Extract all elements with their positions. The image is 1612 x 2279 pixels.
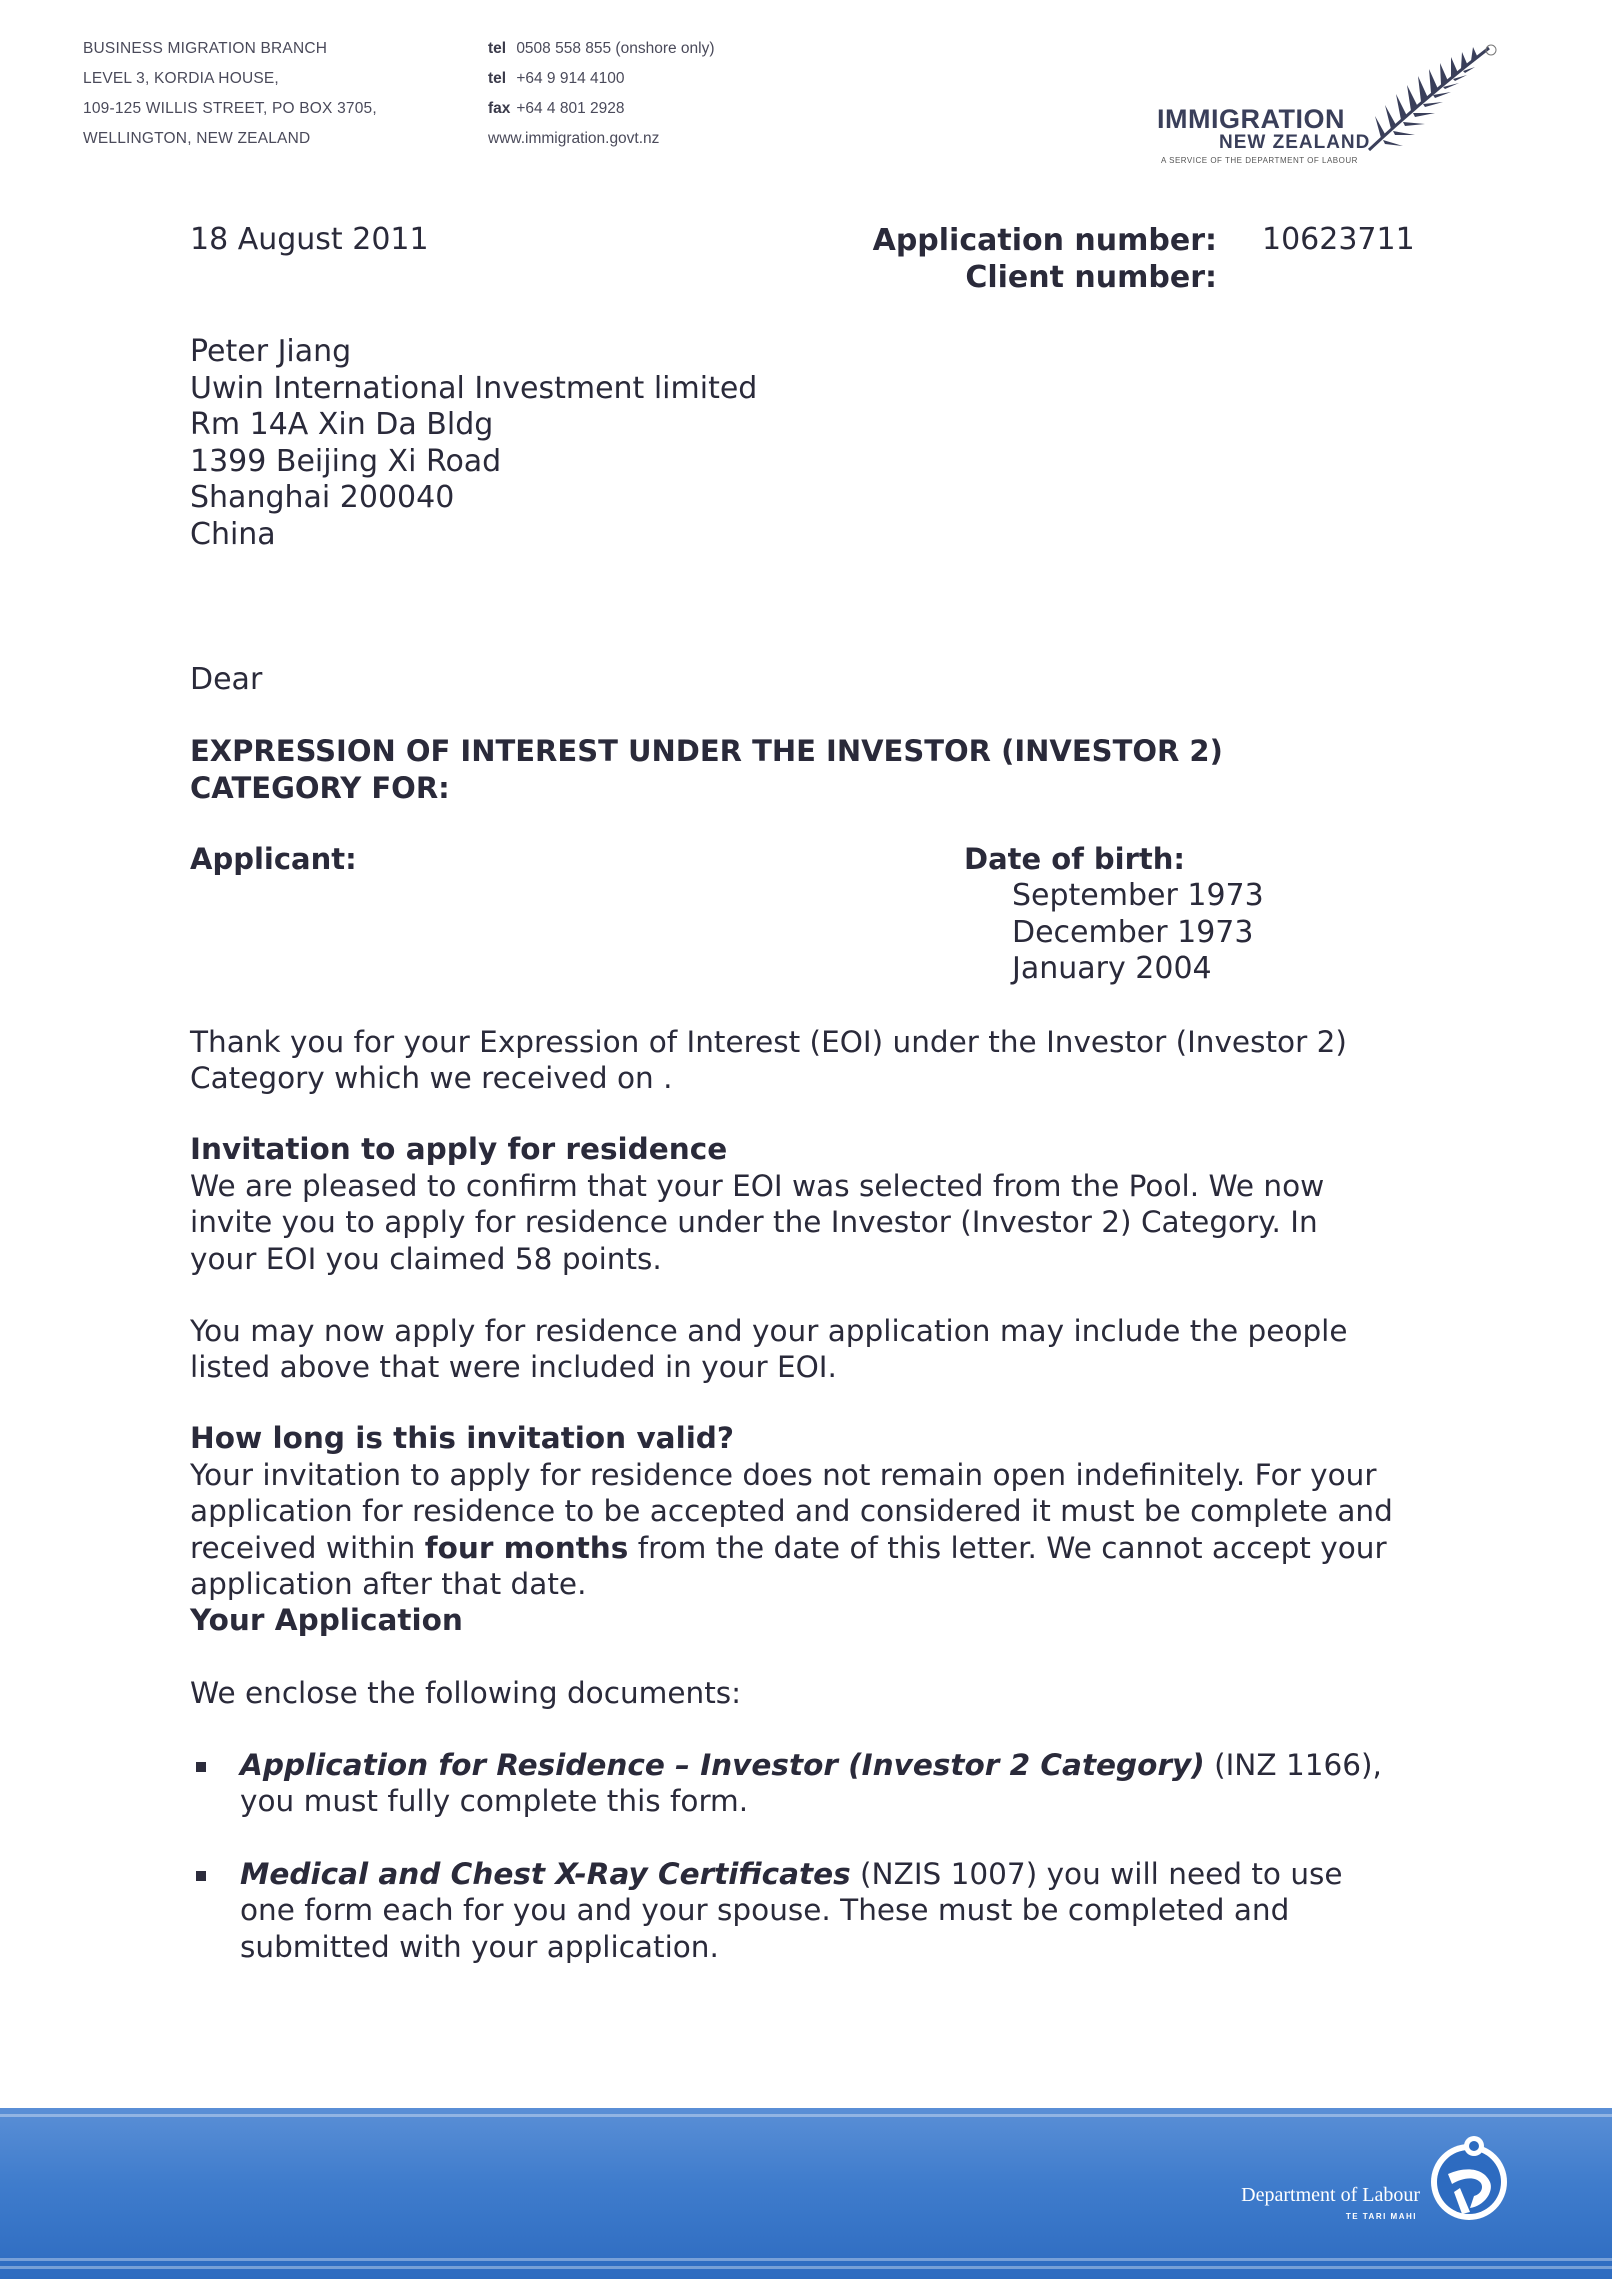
- bullet-line: [240, 1747, 1460, 1783]
- application-number-label: Application number:: [872, 223, 1217, 258]
- logo-tagline: A SERVICE OF THE DEPARTMENT OF LABOUR: [1161, 156, 1358, 165]
- bullet-line: one form each for you and your spouse. These must be completed and: [240, 1893, 1290, 1928]
- branch-line: 109-125 WILLIS STREET, PO BOX 3705,: [83, 100, 377, 117]
- logo-subtitle: NEW ZEALAND: [1219, 132, 1371, 153]
- intro-line: Thank you for your Expression of Interest (EOI) under the Investor (Investor 2): [190, 1025, 1347, 1059]
- dob-value: December 1973: [1012, 914, 1254, 950]
- validity-heading: How long is this invitation valid?: [190, 1421, 735, 1455]
- contact-value: +64 4 801 2928: [516, 100, 625, 117]
- validity-paragraph: [190, 1457, 1450, 1602]
- bullet-icon: [196, 1871, 206, 1881]
- four-months-emphasis: four months: [424, 1530, 629, 1565]
- bullet-line: you must fully complete this form.: [240, 1784, 749, 1819]
- your-application-heading: Your Application: [190, 1603, 463, 1637]
- address-line: Shanghai 200040: [190, 480, 455, 515]
- branch-address: [83, 34, 377, 154]
- intro-line: Category which we received on .: [190, 1061, 673, 1096]
- fern-icon: [1361, 40, 1501, 155]
- department-maori-name: TE TARI MAHI: [1345, 2212, 1417, 2221]
- address-line: China: [190, 516, 276, 552]
- application-number-value: 10623711: [1262, 222, 1415, 257]
- branch-line: WELLINGTON, NEW ZEALAND: [83, 130, 311, 147]
- dob-values: [1012, 878, 1264, 988]
- document-bullet: [240, 1747, 1460, 1820]
- contact-label: fax: [488, 100, 511, 117]
- client-number-label: Client number:: [965, 260, 1217, 295]
- document-title: Medical and Chest X-Ray Certificates: [240, 1857, 851, 1891]
- document-bullet: [240, 1856, 1460, 1965]
- document-title: Application for Residence – Investor (Investor 2 Category): [240, 1748, 1205, 1782]
- salutation: Dear: [190, 662, 263, 697]
- enclose-line: We enclose the following documents:: [190, 1676, 742, 1710]
- applicant-label: Applicant:: [190, 842, 357, 876]
- invitation-paragraph: [190, 1168, 1450, 1277]
- validity-line: [190, 1530, 1450, 1566]
- contact-row: [488, 34, 715, 64]
- address-line: Peter Jiang: [190, 334, 352, 369]
- address-line: 1399 Beijing Xi Road: [190, 443, 502, 479]
- bullet-line: [240, 1856, 1460, 1892]
- dob-label: Date of birth:: [964, 842, 1186, 876]
- invitation-heading: Invitation to apply for residence: [190, 1132, 728, 1166]
- website-link[interactable]: www.immigration.govt.nz: [488, 130, 660, 147]
- document-code: (INZ 1166),: [1204, 1748, 1382, 1782]
- apply-paragraph: [190, 1313, 1450, 1386]
- address-line: Rm 14A Xin Da Bldg: [190, 407, 494, 442]
- bullet-line: submitted with your application.: [240, 1929, 719, 1964]
- apply-line: You may now apply for residence and your application may include the people: [190, 1314, 1348, 1348]
- validity-line: application for residence to be accepted and considered it must be complete and: [190, 1494, 1393, 1529]
- validity-line: Your invitation to apply for residence does not remain open indefinitely. For your: [190, 1458, 1377, 1492]
- footer-stripe: [0, 2114, 1612, 2117]
- address-line: Uwin International Investment limited: [190, 370, 758, 406]
- department-name: Department of Labour: [1241, 2184, 1420, 2206]
- branch-line: LEVEL 3, KORDIA HOUSE,: [83, 70, 279, 87]
- dob-value: September 1973: [1012, 878, 1264, 913]
- subject-line: EXPRESSION OF INTEREST UNDER THE INVESTOR (INVESTOR 2): [190, 734, 1223, 768]
- invitation-line: We are pleased to confirm that your EOI was selected from the Pool. We now: [190, 1169, 1325, 1203]
- recipient-address: [190, 334, 757, 553]
- bullet-icon: [196, 1762, 206, 1772]
- letter-date: 18 August 2011: [190, 222, 429, 257]
- logo-title: IMMIGRATION: [1157, 104, 1345, 134]
- validity-line: application after that date.: [190, 1566, 587, 1601]
- footer-stripe: [0, 2258, 1612, 2261]
- application-number-labels: [872, 222, 1217, 296]
- branch-line: BUSINESS MIGRATION BRANCH: [83, 40, 328, 57]
- contact-value: 0508 558 855 (onshore only): [516, 40, 715, 57]
- apply-line: listed above that were included in your EOI.: [190, 1350, 837, 1385]
- department-of-labour-logo-icon: [1426, 2126, 1512, 2226]
- invitation-line: your EOI you claimed 58 points.: [190, 1241, 662, 1276]
- invitation-line: invite you to apply for residence under the Investor (Investor 2) Category. In: [190, 1205, 1318, 1240]
- validity-text: received within: [190, 1530, 425, 1565]
- subject-heading: [190, 733, 1223, 806]
- footer-stripe: [0, 2266, 1612, 2269]
- contact-label: tel: [488, 40, 507, 57]
- contact-label: tel: [488, 70, 507, 87]
- immigration-nz-logo: [1155, 40, 1515, 170]
- contact-details: [488, 34, 715, 154]
- document-code: (NZIS 1007) you will need to use: [850, 1857, 1343, 1891]
- contact-value: +64 9 914 4100: [516, 70, 625, 87]
- validity-text: from the date of this letter. We cannot accept your: [628, 1530, 1387, 1565]
- dob-value: January 2004: [1012, 951, 1212, 986]
- footer-band: [0, 2108, 1612, 2279]
- contact-row: [488, 64, 715, 94]
- contact-row: [488, 94, 715, 124]
- intro-paragraph: [190, 1024, 1450, 1097]
- subject-line: CATEGORY FOR:: [190, 770, 450, 805]
